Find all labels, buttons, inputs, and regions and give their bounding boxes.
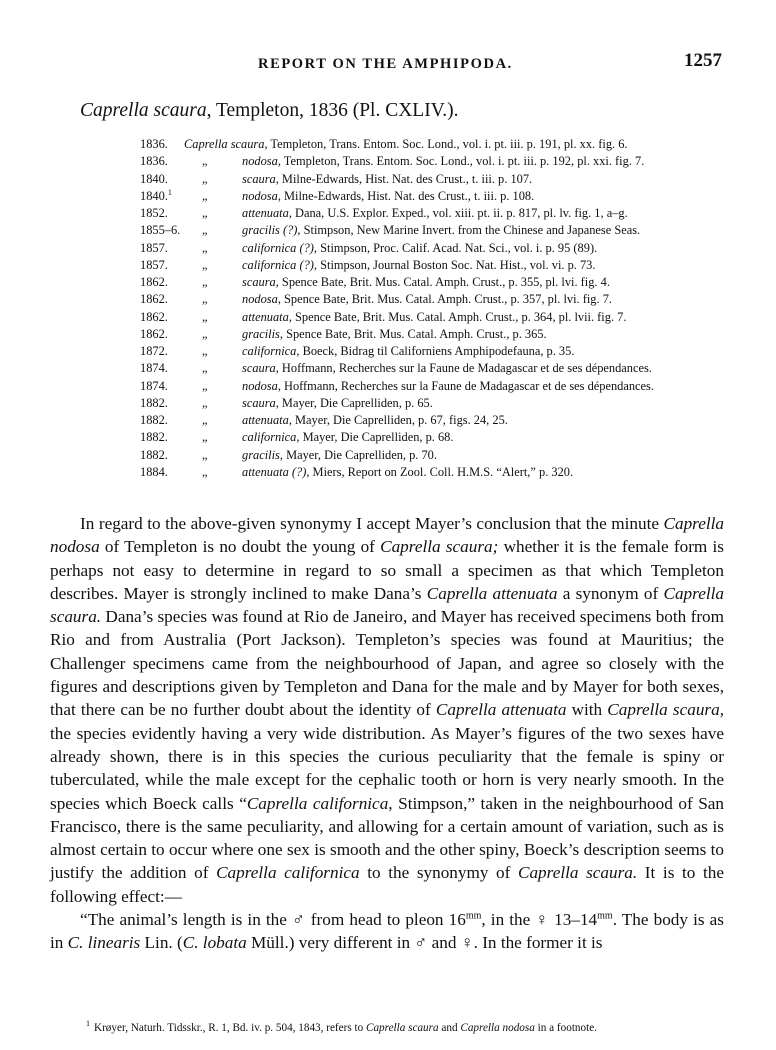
- paragraph-boeck-description: [50, 908, 724, 955]
- text-run: whether it is the female form is perhaps not easy to determine in regard to so small a specimen as that which Templeton describes. Mayer is strongly inclined to make Dana’s: [50, 537, 724, 603]
- synonymy-citation: [242, 222, 640, 239]
- synonymy-reference: , Dana, U.S. Explor. Exped., vol. xiii. pt. ii. p. 817, pl. lv. fig. 1, a–g.: [288, 206, 628, 220]
- synonymy-year: 1884.: [140, 464, 168, 479]
- ditto-mark: „: [202, 430, 208, 445]
- ditto-mark: „: [202, 361, 208, 376]
- synonymy-reference: , Stimpson, Proc. Calif. Acad. Nat. Sci., vol. i. p. 95 (89).: [313, 240, 598, 255]
- italic-taxon: Caprella attenuata: [435, 700, 567, 720]
- italic-taxon: Caprella scaura;: [380, 537, 499, 557]
- synonymy-citation: [242, 464, 573, 481]
- synonymy-reference: , Mayer, Die Caprelliden, p. 65.: [275, 395, 433, 410]
- italic-taxon: Caprella nodosa: [50, 514, 724, 557]
- synonymy-year: 1862.: [140, 326, 168, 341]
- synonymy-reference: , Miers, Report on Zool. Coll. H.M.S. “Alert,” p. 320.: [306, 464, 574, 479]
- synonymy-year: 1840.$^1$: [140, 187, 172, 203]
- text-run: It is to the following effect:—: [50, 863, 724, 906]
- page-header: [0, 50, 776, 80]
- synonymy-reference: , Templeton, Trans. Entom. Soc. Lond., vol. i. pt. iii. p. 192, pl. xxi. fig. 7.: [277, 154, 645, 169]
- synonymy-entry: [140, 395, 740, 412]
- synonymy-species: gracilis: [242, 447, 280, 462]
- synonymy-entry: [140, 291, 740, 308]
- running-title: REPORT ON THE AMPHIPODA.: [258, 56, 513, 72]
- synonymy-year: 1862.: [140, 275, 168, 289]
- synonymy-species: californica (?): [242, 257, 314, 272]
- text-run: Müll.) very different in ♂ and ♀. In the former it is: [246, 933, 603, 953]
- text-run: Dana’s species was found at Rio de Janeiro, and Mayer has received specimens both from Rio and from Australia (Port Jackson). Templeton’s species was found at Mauritius; the Challenger specimens came from the neighbourhood of Japan, and agree so closely with the figures and descriptions given by Templeton and Dana for the male and by Mayer for both sexes, that there can be no further doubt about the identity of: [50, 607, 724, 720]
- synonymy-reference: , Stimpson, Journal Boston Soc. Nat. Hist., vol. vi. p. 73.: [313, 257, 596, 272]
- synonymy-entry: [140, 447, 740, 464]
- text-run: with: [566, 700, 608, 720]
- synonymy-year: 1872.: [140, 344, 168, 358]
- italic-taxon: C. linearis: [67, 933, 141, 953]
- synonymy-reference: , Boeck, Bidrag til Californiens Amphipodefauna, p. 35.: [296, 344, 575, 358]
- synonymy-species: gracilis (?): [242, 223, 298, 238]
- synonymy-species: scaura: [230, 137, 265, 151]
- ditto-mark: „: [202, 275, 208, 289]
- ditto-mark: „: [202, 378, 208, 393]
- synonymy-reference: , Spence Bate, Brit. Mus. Catal. Amph. Crust., p. 364, pl. lvii. fig. 7.: [288, 309, 627, 324]
- synonymy-species: gracilis: [242, 326, 280, 341]
- synonymy-species: scaura: [242, 275, 276, 289]
- synonymy-year: 1857.: [140, 240, 168, 255]
- synonymy-year: 1882.: [140, 430, 168, 445]
- paragraph-synonymy-discussion: [50, 512, 724, 908]
- synonymy-citation: [242, 257, 595, 274]
- text-run: a synonym of: [557, 583, 664, 603]
- synonymy-entry: [140, 222, 740, 239]
- synonymy-entry: [140, 429, 740, 446]
- italic-taxon: Caprella attenuata: [426, 583, 558, 603]
- synonymy-citation: [242, 171, 532, 188]
- synonymy-entry: [140, 171, 740, 188]
- synonymy-species: nodosa: [242, 154, 278, 169]
- synonymy-citation: [242, 378, 654, 395]
- ditto-mark: „: [202, 206, 208, 220]
- page-number: 1257: [684, 50, 722, 71]
- text-run: and: [438, 1022, 461, 1034]
- ditto-mark: „: [202, 292, 208, 307]
- ditto-mark: „: [202, 326, 208, 341]
- synonymy-year: 1840.: [140, 171, 168, 186]
- synonymy-citation: [242, 153, 644, 170]
- species-heading: [80, 100, 459, 122]
- synonymy-citation: [242, 429, 453, 446]
- synonymy-species: californica: [242, 430, 297, 445]
- synonymy-reference: , Mayer, Die Caprelliden, p. 67, figs. 24, 25.: [288, 413, 508, 427]
- text-run: “The animal’s length is in the ♂ from head to pleon 16: [80, 910, 466, 930]
- italic-taxon: Caprella californica: [246, 793, 389, 813]
- synonymy-citation: [242, 291, 612, 308]
- synonymy-year: 1855–6.: [140, 223, 181, 238]
- unit-superscript: mm: [465, 910, 482, 922]
- synonymy-reference: , Spence Bate, Brit. Mus. Catal. Amph. Crust., p. 357, pl. lvi. fig. 7.: [277, 292, 612, 307]
- ditto-mark: „: [202, 257, 208, 272]
- footnote-marker: 1: [86, 1019, 90, 1029]
- synonymy-entry: [140, 188, 740, 205]
- unit-superscript: mm: [597, 910, 613, 922]
- synonymy-species: attenuata: [242, 206, 289, 220]
- ditto-mark: „: [202, 154, 208, 169]
- text-run: , in the ♀ 13–14: [481, 910, 598, 930]
- italic-taxon: Caprella scaura.: [50, 583, 724, 627]
- synonymy-entry: [140, 153, 740, 170]
- synonymy-year: 1882.: [140, 447, 168, 462]
- synonymy-species: nodosa: [242, 188, 278, 203]
- synonymy-reference: , Milne-Edwards, Hist. Nat. des Crust., t. iii. p. 107.: [275, 171, 533, 186]
- synonymy-entry: [140, 309, 740, 326]
- synonymy-reference: , Mayer, Die Caprelliden, p. 68.: [296, 430, 454, 445]
- text-run: Lin. (: [140, 933, 183, 953]
- synonymy-citation: [242, 205, 628, 222]
- synonymy-year: 1836.: [140, 137, 168, 151]
- synonymy-citation: [184, 136, 628, 153]
- synonymy-reference: , Spence Bate, Brit. Mus. Catal. Amph. Crust., p. 365.: [279, 326, 547, 341]
- ditto-mark: „: [202, 447, 208, 462]
- synonymy-species: nodosa: [242, 292, 278, 307]
- text-run: the species evidently having a very wide distribution. As Mayer’s figures of the two sexes have already shown, there is in this species the curious peculiarity that the female is spiny or tuberculated, while the male except for the cephalic tooth or horn is very nearly smooth. In the species which Boeck calls “: [50, 723, 724, 813]
- synonymy-reference: , Templeton, Trans. Entom. Soc. Lond., vol. i. pt. iii. p. 191, pl. xx. fig. 6.: [264, 137, 628, 151]
- synonymy-citation: [242, 274, 610, 291]
- footnote-marker: 1: [167, 187, 172, 197]
- text-run: , Stimpson,” taken in the neighbourhood of San Francisco, there is the same peculiarity, and allowing for a certain amount of variation, such as is almost certain to occur where one sex is smooth and the other spiny, Boeck’s description seems to justify the addition of: [50, 793, 725, 883]
- synonymy-species: scaura: [242, 361, 276, 376]
- text-run: Krøyer, Naturh. Tidsskr., R. 1, Bd. iv. p. 504, 1843, refers to: [94, 1022, 366, 1034]
- synonymy-species: nodosa: [242, 378, 278, 393]
- synonymy-species: scaura: [242, 395, 276, 410]
- text-run: of Templeton is no doubt the young of: [99, 537, 381, 557]
- synonymy-species: californica: [242, 344, 297, 358]
- ditto-mark: „: [202, 171, 208, 186]
- synonymy-citation: [242, 343, 574, 360]
- synonymy-reference: , Spence Bate, Brit. Mus. Catal. Amph. Crust., p. 355, pl. lvi. fig. 4.: [275, 275, 610, 289]
- ditto-mark: „: [202, 395, 208, 410]
- synonymy-citation: [242, 412, 508, 429]
- synonymy-year: 1857.: [140, 257, 168, 272]
- synonymy-reference: , Milne-Edwards, Hist. Nat. des Crust., t. iii. p. 108.: [277, 188, 535, 203]
- text-run: In regard to the above-given synonymy I accept Mayer’s conclusion that the minute: [80, 514, 664, 533]
- ditto-mark: „: [202, 413, 208, 427]
- italic-taxon: Caprella scaura.: [518, 863, 638, 883]
- synonymy-entry: [140, 326, 740, 343]
- synonymy-citation: [242, 395, 433, 412]
- italic-taxon: Caprella nodosa: [460, 1022, 535, 1034]
- synonymy-entry: [140, 464, 740, 481]
- text-run: to the synonymy of: [359, 863, 518, 883]
- synonymy-year: 1874.: [140, 378, 168, 393]
- synonymy-citation: [242, 447, 437, 464]
- ditto-mark: „: [202, 223, 208, 238]
- text-run: . The body is as in: [50, 910, 724, 953]
- synonymy-year: 1862.: [140, 309, 168, 324]
- italic-taxon: Caprella californica: [216, 863, 360, 883]
- synonymy-entry: [140, 360, 740, 377]
- italic-taxon: C. lobata: [182, 933, 247, 953]
- body-text: [50, 512, 724, 955]
- synonymy-entry: [140, 378, 740, 395]
- synonymy-species: attenuata (?): [242, 464, 307, 479]
- synonymy-year: 1882.: [140, 413, 168, 427]
- species-name: Caprella scaura: [80, 100, 207, 121]
- text-run: in a footnote.: [534, 1022, 597, 1034]
- synonymy-species: attenuata: [242, 413, 289, 427]
- synonymy-species: scaura: [242, 171, 276, 186]
- synonymy-species: attenuata: [242, 309, 289, 324]
- synonymy-year: 1862.: [140, 292, 168, 307]
- synonymy-entry: [140, 240, 740, 257]
- synonymy-citation: [242, 360, 652, 377]
- synonymy-entry: [140, 136, 740, 153]
- italic-taxon: Caprella scaura: [365, 1022, 439, 1034]
- synonymy-reference: , Hoffmann, Recherches sur la Faune de Madagascar et de ses dépendances.: [277, 378, 654, 393]
- synonymy-species: californica (?): [242, 240, 314, 255]
- synonymy-genus: Caprella: [184, 137, 228, 151]
- synonymy-entry: [140, 412, 740, 429]
- synonymy-citation: [242, 240, 597, 257]
- ditto-mark: „: [202, 188, 208, 203]
- synonymy-entry: [140, 257, 740, 274]
- synonymy-citation: [242, 326, 547, 343]
- synonymy-citation: [242, 188, 534, 205]
- synonymy-reference: , Mayer, Die Caprelliden, p. 70.: [279, 447, 437, 462]
- synonymy-entry: [140, 205, 740, 222]
- synonymy-entry: [140, 343, 740, 360]
- ditto-mark: „: [202, 309, 208, 324]
- species-authority: , Templeton, 1836 (Pl. CXLIV.).: [206, 100, 459, 121]
- synonymy-reference: , Hoffmann, Recherches sur la Faune de Madagascar et de ses dépendances.: [275, 361, 652, 376]
- ditto-mark: „: [202, 344, 208, 358]
- synonymy-citation: [242, 309, 626, 326]
- synonymy-list: [140, 136, 740, 481]
- synonymy-year: 1852.: [140, 206, 168, 220]
- synonymy-reference: , Stimpson, New Marine Invert. from the Chinese and Japanese Seas.: [297, 223, 641, 238]
- synonymy-year: 1882.: [140, 395, 168, 410]
- ditto-mark: „: [202, 464, 208, 479]
- ditto-mark: „: [202, 240, 208, 255]
- synonymy-entry: [140, 274, 740, 291]
- italic-taxon: Caprella scaura,: [607, 700, 724, 720]
- footnote: [86, 1019, 597, 1034]
- synonymy-year: 1874.: [140, 361, 168, 376]
- synonymy-year: 1836.: [140, 154, 168, 169]
